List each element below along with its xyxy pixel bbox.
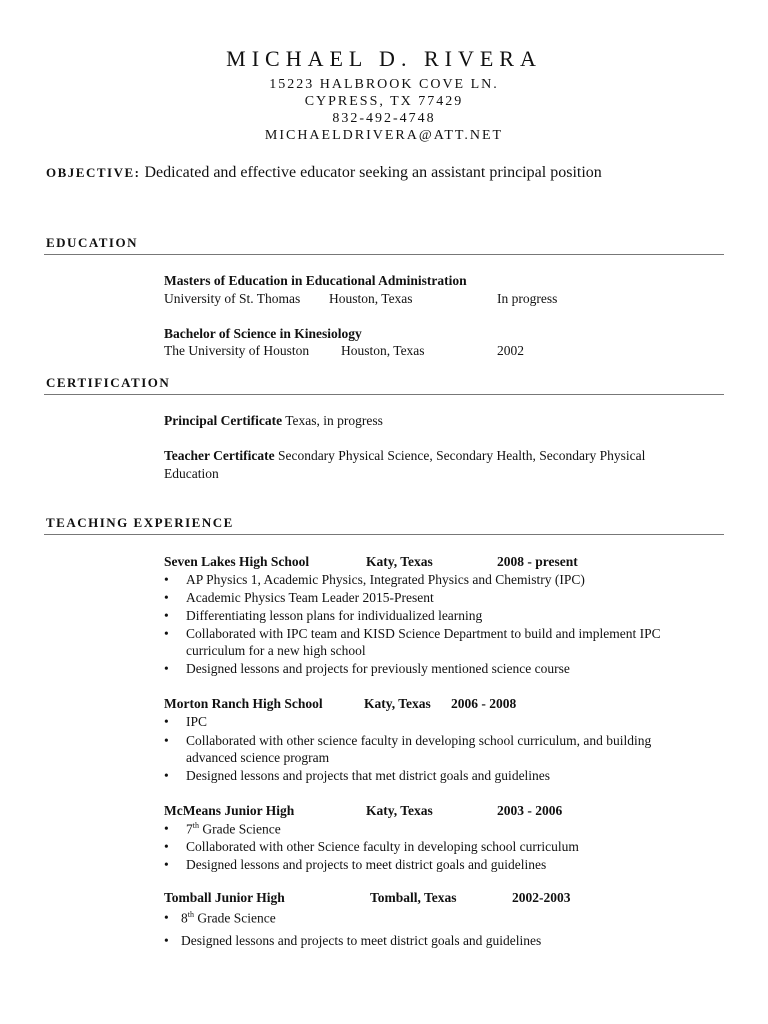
job-location: Katy, Texas — [366, 554, 433, 569]
job-location: Katy, Texas — [366, 803, 433, 818]
job-bullet — [164, 714, 208, 730]
certification-name: Principal Certificate — [164, 413, 283, 428]
job-school: Morton Ranch High School — [164, 696, 323, 711]
bullet-text: AP Physics 1, Academic Physics, Integrated Physics and Chemistry (IPC) — [186, 572, 585, 587]
job-bullet — [164, 910, 276, 927]
bullet-marker: • — [164, 608, 169, 623]
address-line-1: 15223 HALBROOK COVE LN. — [269, 77, 499, 92]
bullet-text: curriculum for a new high school — [186, 643, 366, 658]
section-title-education: EDUCATION — [46, 235, 138, 250]
job-date: 2002-2003 — [512, 890, 571, 905]
education-location: Houston, Texas — [329, 291, 413, 306]
education-school: University of St. Thomas — [164, 291, 301, 306]
certification-entry — [164, 448, 645, 464]
education-degree: Bachelor of Science in Kinesiology — [164, 326, 362, 341]
job-school: Tomball Junior High — [164, 890, 285, 905]
education-date: In progress — [497, 291, 558, 306]
bullet-text: Collaborated with IPC team and KISD Science Department to build and implement IPC — [186, 626, 661, 641]
bullet-text: advanced science program — [186, 750, 330, 765]
section-title-certification: CERTIFICATION — [46, 375, 171, 390]
job-bullet-continued — [186, 643, 366, 659]
bullet-text: Collaborated with other science faculty in developing school curriculum, and building — [186, 733, 652, 748]
job-date: 2006 - 2008 — [451, 696, 517, 711]
ordinal-suffix: th — [192, 821, 199, 830]
applicant-name: MICHAEL D. RIVERA — [226, 46, 542, 71]
certification-detail: Secondary Physical Science, Secondary Health, Secondary Physical — [274, 448, 646, 463]
bullet-marker: • — [164, 626, 169, 641]
ordinal-suffix: th — [187, 910, 194, 919]
bullet-text: Grade Science — [202, 821, 281, 837]
job-bullet — [164, 839, 579, 855]
email-address: MICHAELDRIVERA@ATT.NET — [264, 128, 504, 143]
bullet-text: Designed lessons and projects to meet district goals and guidelines — [181, 933, 542, 948]
bullet-marker: • — [164, 821, 169, 836]
job-bullet — [164, 768, 551, 784]
bullet-marker: • — [164, 661, 169, 676]
education-degree: Masters of Education in Educational Administration — [164, 273, 467, 288]
section-divider — [44, 254, 724, 255]
phone-number: 832-492-4748 — [332, 111, 436, 126]
bullet-text: IPC — [186, 714, 208, 729]
section-divider — [44, 394, 724, 395]
job-bullet — [164, 626, 661, 642]
job-bullet — [164, 733, 652, 749]
education-school: The University of Houston — [164, 343, 310, 358]
bullet-marker: • — [164, 733, 169, 748]
certification-name: Teacher Certificate — [164, 448, 275, 463]
job-bullet — [164, 933, 542, 949]
job-bullet — [164, 590, 434, 606]
job-location: Tomball, Texas — [370, 890, 457, 905]
job-bullet — [164, 661, 570, 677]
job-location: Katy, Texas — [364, 696, 431, 711]
certification-entry — [164, 413, 383, 429]
bullet-text: Grade Science — [197, 910, 276, 926]
certification-detail-continued: Education — [164, 466, 219, 481]
address-line-2: CYPRESS, TX 77429 — [304, 94, 464, 109]
objective-label: OBJECTIVE: — [46, 165, 141, 180]
bullet-marker: • — [164, 839, 169, 854]
bullet-marker: • — [164, 714, 169, 729]
bullet-text: Differentiating lesson plans for individualized learning — [186, 608, 483, 623]
bullet-text: Collaborated with other Science faculty in developing school curriculum — [186, 839, 579, 854]
job-date: 2008 - present — [497, 554, 578, 569]
bullet-marker: • — [164, 933, 169, 948]
bullet-marker: • — [164, 768, 169, 783]
bullet-marker: • — [164, 572, 169, 587]
job-bullet — [164, 572, 585, 588]
bullet-marker: • — [164, 857, 169, 872]
section-divider — [44, 534, 724, 535]
section-title-experience: TEACHING EXPERIENCE — [46, 515, 234, 530]
bullet-text: Designed lessons and projects to meet district goals and guidelines — [186, 857, 547, 872]
education-date: 2002 — [497, 343, 524, 358]
education-location: Houston, Texas — [341, 343, 425, 358]
job-date: 2003 - 2006 — [497, 803, 563, 818]
job-school: McMeans Junior High — [164, 803, 295, 818]
bullet-text: 8 — [181, 910, 188, 926]
bullet-text: Designed lessons and projects that met district goals and guidelines — [186, 768, 551, 783]
job-school: Seven Lakes High School — [164, 554, 310, 569]
bullet-text: 7 — [186, 821, 193, 837]
job-bullet — [164, 821, 281, 838]
job-bullet — [164, 608, 483, 624]
bullet-marker: • — [164, 910, 169, 925]
bullet-marker: • — [164, 590, 169, 605]
bullet-text: Designed lessons and projects for previously mentioned science course — [186, 661, 570, 676]
objective-text: Dedicated and effective educator seeking an assistant principal position — [144, 164, 602, 181]
bullet-text: Academic Physics Team Leader 2015-Present — [186, 590, 434, 605]
objective — [46, 164, 602, 182]
certification-detail: Texas, in progress — [282, 413, 383, 428]
job-bullet — [164, 857, 547, 873]
job-bullet-continued — [186, 750, 329, 766]
